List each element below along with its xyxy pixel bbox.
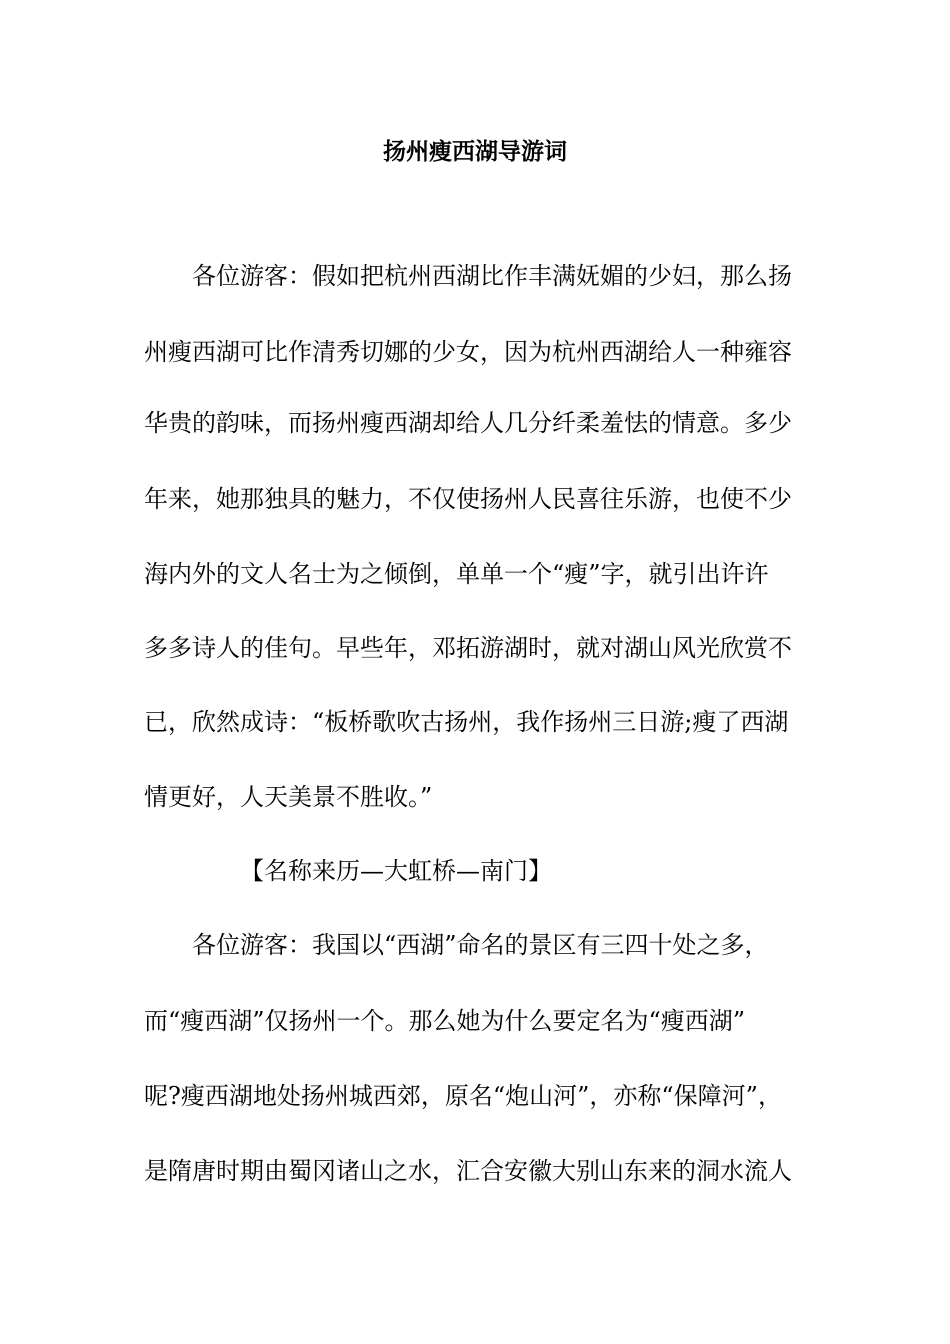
section-heading: 【名称来历—大虹桥—南门】 (240, 857, 552, 885)
document-title: 扬州瘦西湖导游词 (383, 138, 567, 165)
paragraph-1-line-5: 海内外的文人名士为之倾倒，单单一个“瘦”字，就引出许许 (144, 560, 769, 588)
paragraph-1-line-8: 情更好，人天美景不胜收。” (144, 783, 433, 811)
paragraph-1-line-7: 已，欣然成诗：“板桥歌吹古扬州，我作扬州三日游;瘦了西湖 (144, 708, 789, 736)
paragraph-2-line-1: 各位游客：我国以“西湖”命名的景区有三四十处之多， (192, 931, 769, 959)
paragraph-2-line-2: 而“瘦西湖”仅扬州一个。那么她为什么要定名为“瘦西湖” (144, 1007, 746, 1035)
paragraph-1-line-6: 多多诗人的佳句。早些年，邓拓游湖时，就对湖山风光欣赏不 (144, 634, 792, 662)
paragraph-1-line-2: 州瘦西湖可比作清秀切娜的少女，因为杭州西湖给人一种雍容 (144, 338, 792, 366)
paragraph-1-line-4: 年来，她那独具的魅力，不仅使扬州人民喜往乐游，也使不少 (144, 485, 792, 513)
paragraph-2-line-4: 是隋唐时期由蜀冈诸山之水，汇合安徽大别山东来的洞水流人 (144, 1157, 792, 1185)
paragraph-1-line-3: 华贵的韵味，而扬州瘦西湖却给人几分纤柔羞怯的情意。多少 (144, 409, 792, 437)
paragraph-2-line-3: 呢?瘦西湖地处扬州城西郊，原名“炮山河”，亦称“保障河”， (144, 1082, 782, 1110)
paragraph-1-line-1: 各位游客：假如把杭州西湖比作丰满妩媚的少妇，那么扬 (192, 262, 792, 290)
